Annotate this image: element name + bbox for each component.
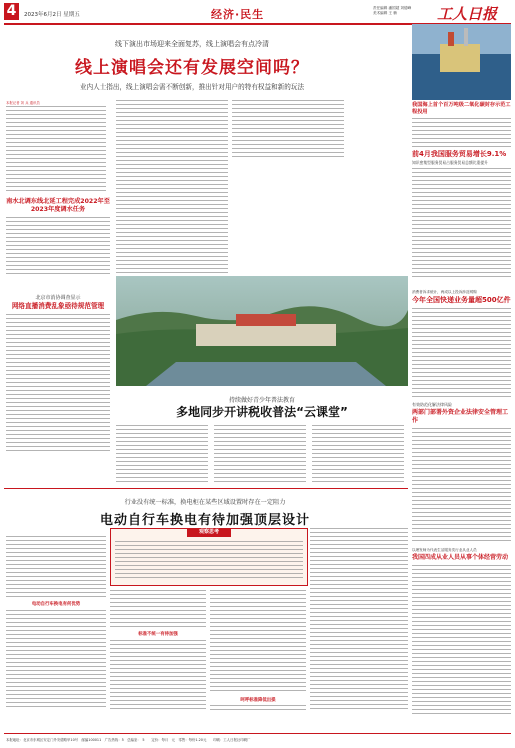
bottom-top-rule: [4, 488, 408, 489]
mid-photo-body-1: [116, 425, 208, 483]
bottom-column-2: [110, 590, 206, 628]
right-news-3: [412, 402, 511, 544]
issue-date: 2023年6月2日 星期五: [24, 12, 80, 18]
right-news-3-title: 两部门部署外资企业法律安全管理工作: [412, 409, 509, 424]
brief-2-body: [6, 314, 110, 452]
lead-subtitle: 业内人士指出，线上演唱会需不断创新，推出针对用户的特有权益和新的玩法: [79, 83, 305, 91]
mid-photo-body-3: [312, 425, 404, 483]
mid-photo-kicker: 持续做好青少年普法教育: [228, 397, 295, 404]
editor-line-2: 美术编辑 王 楠: [373, 11, 397, 15]
right-news-2-title: 今年全国快递业务量超500亿件: [412, 296, 511, 304]
footer-text: 本报地址：北京市东城区安定门外安德路甲10号 邮编100011 广告热线：5 总编室： 5 定价：每月 元 零售：每份1.20元 印刷：工人日报社印刷厂: [6, 738, 251, 742]
right-news-1-subtitle: 知识密集型服务贸易占服务贸易总额比重提升: [412, 160, 488, 165]
section-title: 经济·民生: [211, 8, 265, 21]
offshore-platform-photo: [412, 24, 511, 100]
mid-photo-body-2: [214, 425, 306, 483]
bottom-subhead-3: 呵呼标准降低出损: [240, 698, 276, 703]
right-news-4-body: [412, 565, 511, 715]
bottom-subhead-2: 标准不统一有待加强: [138, 632, 178, 637]
right-news-1-body: [412, 168, 511, 278]
lead-byline: 本报记者 刘 兵 通讯员: [6, 101, 40, 105]
mid-photo-headline: 多地同步开讲税收普法“云课堂”: [176, 405, 348, 419]
bottom-column-1b: [6, 610, 106, 710]
page-header: [0, 0, 515, 24]
co2-photo: [412, 24, 511, 100]
bottom-column-3: [210, 590, 306, 694]
bottom-column-2b: [110, 640, 206, 710]
right-news-1-title: 前4月我国服务贸易增长9.1%: [412, 150, 507, 158]
lead-column-2: [116, 100, 228, 274]
page-number: 4: [6, 3, 17, 19]
bottom-subhead-1: 电动自行车换电有何优势: [31, 602, 81, 607]
right-news-4-title: 我国四成从业人员从事个体经营劳动: [412, 554, 509, 561]
bottom-column-1: [6, 536, 106, 598]
tax-class-photo: [116, 276, 408, 386]
brief-1-title: 南水北调东线北延工程完成2022年至2023年度调水任务: [6, 198, 110, 213]
masthead-logo: 工人日报: [437, 5, 498, 23]
brief-2-title: 网络直播消费乱象亟待规范管理: [11, 302, 105, 310]
right-news-3-kicker: 有效防范化解法律风险: [412, 402, 452, 407]
bottom-kicker: 行业没有统一标准，换电柜在某些区域设置时存在一定阻力: [124, 499, 286, 506]
brief-1: [6, 198, 110, 277]
mid-photo: [116, 276, 408, 386]
right-news-4-kicker: 以理发师为代表生活服务类行业从业人员: [412, 548, 477, 552]
lead-headline: 线上演唱会还有发展空间吗？: [75, 58, 309, 78]
right-news-3-body: [412, 428, 511, 544]
co2-caption-body: [412, 118, 511, 148]
editor-line-1: 责任编辑 潘国超 刘德峰: [373, 6, 412, 10]
brief-1-body: [6, 217, 110, 277]
observation-box-title: 观察思考: [198, 529, 219, 535]
bottom-column-4: [310, 528, 408, 710]
lead-column-3: [232, 100, 344, 158]
right-news-2: [412, 290, 511, 400]
brief-2: [6, 294, 110, 452]
right-news-4: [412, 548, 511, 715]
brief-2-kicker: 北京市消协调查显示: [35, 295, 81, 301]
right-news-1: [412, 150, 511, 278]
right-news-2-body: [412, 308, 511, 400]
bottom-headline: 电动自行车换电有待加强顶层设计: [99, 513, 310, 528]
footer-rule: [4, 733, 511, 734]
co2-caption: 我国海上首个百万吨级二氧化碳封存示范工程投用: [412, 102, 511, 115]
lead-column-1: [6, 106, 106, 194]
observation-box: [110, 528, 308, 586]
right-news-2-kicker: 消费者诉求统计，两成以上投诉涉及网购: [412, 290, 477, 294]
observation-box-body: [115, 541, 303, 581]
lead-kicker: 线下演出市场迎来全面复苏，线上演唱会有点冷清: [115, 40, 269, 48]
editor-credit: [373, 6, 411, 16]
bottom-column-3b: [210, 705, 306, 710]
